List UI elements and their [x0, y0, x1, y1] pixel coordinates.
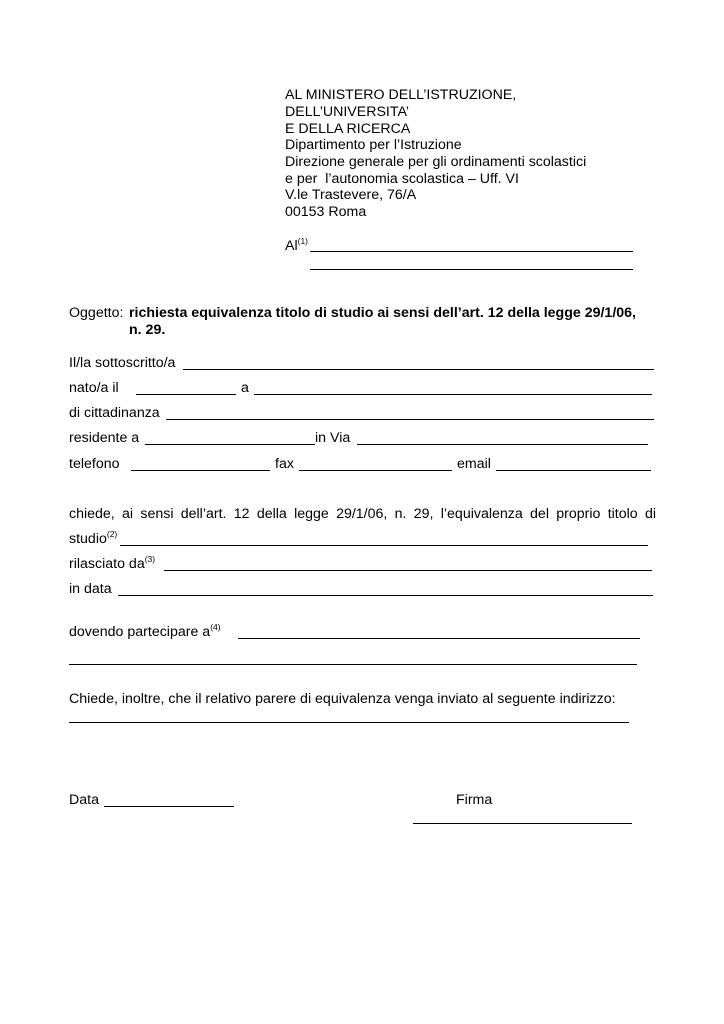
recipient-line: Dipartimento per l’Istruzione [285, 137, 462, 153]
footnote-2: (2) [106, 529, 118, 539]
address-field[interactable] [69, 722, 629, 723]
nato-label: nato/a il [69, 380, 119, 396]
al-field-line-2[interactable] [310, 269, 633, 270]
rilasciato-label: rilasciato $da^{(3)}$ [69, 554, 156, 572]
recipient-line: V.le Trastevere, 76/A [285, 187, 417, 203]
dovendo-field-2[interactable] [69, 664, 637, 665]
subject-text-2: n. 29. [129, 322, 166, 338]
telefono-label: telefono [69, 456, 120, 472]
subject-text-1: richiesta equivalenza titolo di studio ai sensi dell’art. 12 della legge 29/1/06, [129, 305, 636, 321]
al-label [285, 238, 308, 255]
residente-label: residente a [69, 430, 140, 446]
firma-field[interactable] [413, 823, 632, 824]
footnote-4: (4) [210, 622, 221, 632]
sottoscritto-label: Il/la sottoscritto/a [69, 355, 176, 371]
residente-field[interactable] [145, 444, 315, 445]
birth-place-field[interactable] [254, 394, 652, 395]
recipient-line: AL MINISTERO DELL’ISTRUZIONE, [285, 87, 517, 103]
studio-field[interactable] [120, 545, 648, 546]
in-data-label: in data [69, 581, 112, 597]
birth-place-label: a [241, 380, 249, 396]
data-field[interactable] [104, 806, 234, 807]
firma-label: Firma [456, 792, 493, 808]
via-label: in Via [315, 430, 351, 446]
recipient-line: DELL’UNIVERSITA’ [285, 104, 410, 120]
birth-date-field[interactable] [136, 394, 236, 395]
dovendo-field-1[interactable] [238, 638, 640, 639]
al-text: Al [285, 238, 298, 254]
chiede-text: chiede, ai sensi dell’art. 12 della legge 29/1/06, n. 29, l’equivalenza del proprio titolo di [69, 506, 656, 522]
recipient-line: E DELLA RICERCA [285, 121, 411, 137]
al-field-line-1[interactable] [310, 251, 633, 252]
footnote-3: (3) [144, 554, 156, 564]
recipient-line: 00153 Roma [285, 204, 367, 220]
cittadinanza-field[interactable] [166, 419, 654, 420]
email-field[interactable] [496, 470, 651, 471]
inoltre-text: Chiede, inoltre, che il relativo parere di equivalenza venga inviato al seguente indirizzo: [69, 691, 616, 707]
rilasciato-field[interactable] [164, 570, 652, 571]
fax-label: fax [275, 456, 294, 472]
studio-label: studio$^{(2)}$ [69, 529, 118, 547]
dovendo-label: dovendo partecipare $a^{(4)}$ [69, 622, 221, 640]
email-label: email [457, 456, 491, 472]
subject-label: Oggetto: [69, 305, 124, 321]
fax-field[interactable] [299, 470, 452, 471]
in-data-field[interactable] [118, 595, 653, 596]
footnote-1: (1) [297, 236, 309, 246]
recipient-line: Direzione generale per gli ordinamenti scolastici [285, 154, 587, 170]
data-label: Data [69, 792, 99, 808]
via-field[interactable] [357, 444, 648, 445]
telefono-field[interactable] [131, 470, 270, 471]
recipient-line: e per l’autonomia scolastica – Uff. VI [285, 171, 519, 187]
sottoscritto-field[interactable] [183, 369, 654, 370]
cittadinanza-label: di cittadinanza [69, 405, 160, 421]
